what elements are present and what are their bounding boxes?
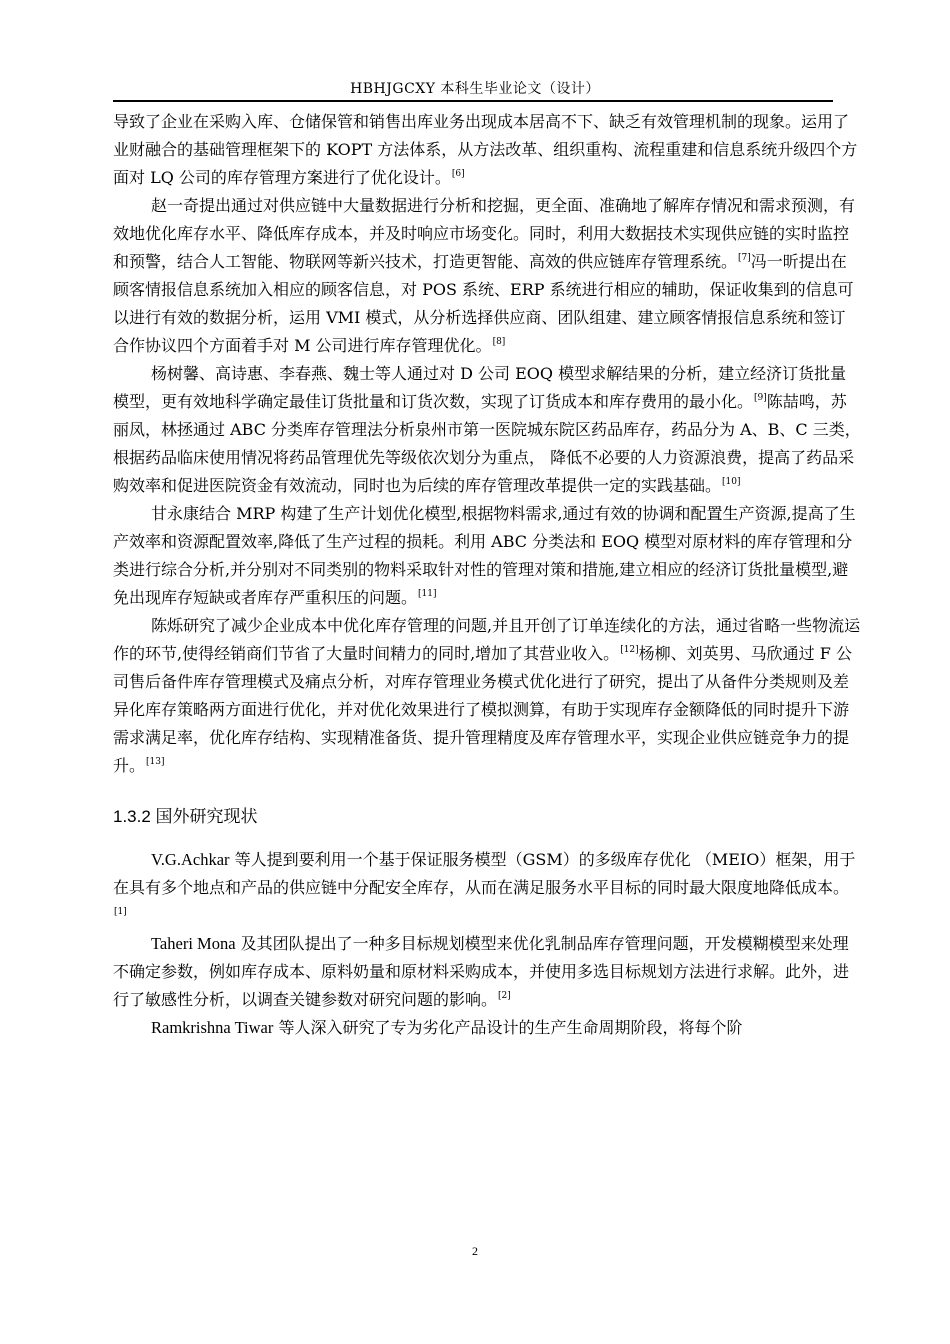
paragraph	[113, 192, 861, 360]
paragraph-text: 等人提到要利用一个基于保证服务模型（GSM）的多级库存优化 （MEIO）框架，用于在具有多个地点和产品的供应链中分配安全库存，从而在满足服务水平目标的同时最大限度地降低成本。	[113, 850, 856, 897]
paragraph-text: 甘永康结合 MRP 构建了生产计划优化模型,根据物料需求,通过有效的协调和配置生产资源,提高了生产效率和资源配置效率,降低了生产过程的损耗。利用 ABC 分类法和 EOQ 模型对原材料的库存管理和分类进行综合分析,并分别对不同类别的物料采取针对性的管理对策和措施,建立相应的经济订货批量模型,避免出现库存短缺或者库存严重积压的问题。	[113, 504, 856, 607]
paragraph	[113, 500, 861, 612]
header-rule	[113, 100, 833, 102]
paragraph-text: 陈烁研究了减少企业成本中优化库存管理的问题,并且开创了订单连续化的方法，通过省略一些物流运作的环节,使得经销商们节省了大量时间精力的同时,增加了其营业收入。	[113, 616, 861, 663]
paragraph	[113, 108, 861, 192]
paragraph-text: 及其团队提出了一种多目标规划模型来优化乳制品库存管理问题，开发模糊模型来处理不确定参数，例如库存成本、原料奶量和原材料采购成本，并使用多选目标规划方法进行求解。此外，进行了敏感性分析，以调查关键参数对研究问题的影响。	[113, 934, 850, 1009]
citation: [6]	[451, 169, 465, 179]
paragraph-text: 杨柳、刘英男、马欣通过 F 公司售后备件库存管理模式及痛点分析，对库存管理业务模式优化进行了研究，提出了从备件分类规则及差异化库存策略两方面进行优化，并对优化效果进行了模拟测算，有助于实现库存金额降低的同时提升下游需求满足率，优化库存结构、实现精准备货、提升管理精度及库存管理水平，实现企业供应链竞争力的提升。	[113, 644, 852, 775]
paragraph	[113, 1014, 861, 1042]
paragraph-text: 赵一奇提出通过对供应链中大量数据进行分析和挖掘，更全面、准确地了解库存情况和需求预测，有效地优化库存水平、降低库存成本，并及时响应市场变化。同时，利用大数据技术实现供应链的实时监控和预警，结合人工智能、物联网等新兴技术，打造更智能、高效的供应链库存管理系统。	[113, 196, 856, 271]
running-header: HBHJGCXY 本科生毕业论文（设计）	[350, 81, 600, 97]
citation: [8]	[492, 337, 506, 347]
paragraph-text: 杨树馨、高诗惠、李春燕、魏士等人通过对 D 公司 EOQ 模型求解结果的分析，建立经济订货批量模型，更有效地科学确定最佳订货批量和订货次数，实现了订货成本和库存费用的最小化。	[113, 364, 847, 411]
paragraph-text: 陈喆鸣，苏丽凤，林拯通过 ABC 分类库存管理法分析泉州市第一医院城东院区药品库存，药品分为 A、B、C 三类，根据药品临床使用情况将药品管理优先等级依次划分为重点， 降低不必要的人力资源浪费，提高了药品采购效率和促进医院资金有效流动，同时也为后续的库存管理改革提供一定的实践基础。	[113, 392, 861, 495]
paragraph	[113, 930, 861, 1014]
citation: [7]	[738, 253, 751, 263]
citation: [9]	[754, 393, 767, 403]
citation: [10]	[722, 477, 741, 487]
paragraph-text: 导致了企业在采购入库、仓储保管和销售出库业务出现成本居高不下、缺乏有效管理机制的现象。运用了业财融合的基础管理框架下的 KOPT 方法体系，从方法改革、组织重构、流程重建和信息系统升级四个方面对 LQ 公司的库存管理方案进行了优化设计。	[113, 112, 858, 187]
author-name: V.G.Achkar	[151, 850, 230, 869]
citation: [13]	[146, 757, 165, 767]
paragraph	[113, 612, 861, 780]
citation: [12]	[620, 645, 639, 655]
author-name: Ramkrishna Tiwar	[151, 1018, 274, 1037]
author-name: Taheri Mona	[151, 934, 236, 953]
paragraph	[113, 846, 861, 930]
citation: [1]	[114, 907, 127, 917]
page-number: 2	[472, 1244, 478, 1258]
paragraph-text: 等人深入研究了专为劣化产品设计的生产生命周期阶段，将每个阶	[273, 1018, 743, 1037]
citation: [11]	[418, 589, 437, 599]
citation: [2]	[498, 991, 511, 1001]
body-text	[113, 108, 861, 1042]
paragraph	[113, 360, 861, 500]
section-heading: 1.3.2 国外研究现状	[113, 807, 258, 826]
paragraph-text: 冯一昕提出在顾客情报信息系统加入相应的顾客信息，对 POS 系统、ERP 系统进行相应的辅助，保证收集到的信息可以进行有效的数据分析，运用 VMI 模式，从分析选择供应商、团队组建、建立顾客情报信息系统和签订合作协议四个方面着手对 M 公司进行库存管理优化。	[113, 252, 854, 355]
